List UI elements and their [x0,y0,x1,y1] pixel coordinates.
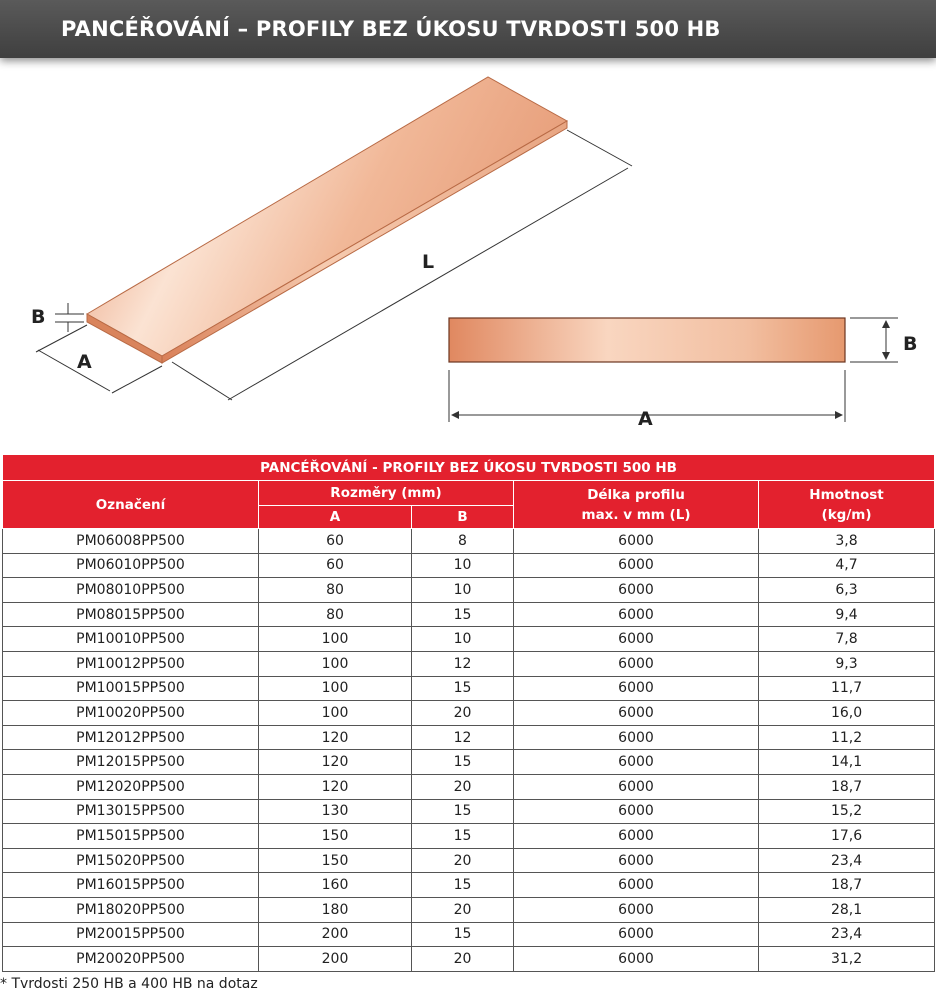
label-a-left: A [77,351,92,373]
table-row [3,701,935,726]
table-title: PANCÉŘOVÁNÍ - PROFILY BEZ ÚKOSU TVRDOSTI 500 HB [3,455,935,481]
cell-dim-b: 15 [412,824,514,849]
cell-designation: PM12015PP500 [3,750,259,775]
table-row [3,824,935,849]
cell-designation: PM12020PP500 [3,774,259,799]
dimension-b-left [55,303,84,332]
cell-dim-b: 20 [412,774,514,799]
cell-dim-a: 160 [259,873,412,898]
cell-weight: 17,6 [759,824,935,849]
cell-weight: 16,0 [759,701,935,726]
table-body [3,529,935,972]
cell-dim-b: 15 [412,922,514,947]
cell-designation: PM15020PP500 [3,848,259,873]
cell-max-length: 6000 [514,725,759,750]
header-weight-line2: (kg/m) [821,506,872,523]
cell-dim-b: 10 [412,578,514,603]
cell-max-length: 6000 [514,627,759,652]
cell-weight: 3,8 [759,529,935,554]
header-max-length-line2: max. v mm (L) [581,506,691,523]
cell-weight: 11,7 [759,676,935,701]
cell-dim-a: 120 [259,774,412,799]
table-row [3,897,935,922]
cell-designation: PM10010PP500 [3,627,259,652]
table-row [3,553,935,578]
header-dim-b: B [412,506,514,529]
table-row [3,750,935,775]
cell-weight: 4,7 [759,553,935,578]
cell-dim-a: 120 [259,725,412,750]
table-row [3,947,935,972]
cell-weight: 15,2 [759,799,935,824]
cell-dim-b: 10 [412,627,514,652]
cell-dim-b: 15 [412,750,514,775]
cell-weight: 14,1 [759,750,935,775]
label-b-right: B [903,333,918,355]
header-weight-line1: Hmotnost [809,486,884,503]
label-l: L [422,251,435,273]
plate-top-face [87,77,567,356]
cell-max-length: 6000 [514,824,759,849]
table-row [3,602,935,627]
cell-weight: 6,3 [759,578,935,603]
cell-max-length: 6000 [514,947,759,972]
cell-weight: 11,2 [759,725,935,750]
cell-max-length: 6000 [514,676,759,701]
cell-max-length: 6000 [514,750,759,775]
table-row [3,578,935,603]
table-row [3,873,935,898]
cell-max-length: 6000 [514,651,759,676]
cell-dim-b: 10 [412,553,514,578]
cell-max-length: 6000 [514,578,759,603]
cell-dim-a: 200 [259,922,412,947]
cell-designation: PM16015PP500 [3,873,259,898]
cell-dim-a: 100 [259,676,412,701]
cell-max-length: 6000 [514,922,759,947]
header-dimensions: Rozměry (mm) [259,481,514,506]
table-row [3,627,935,652]
cell-dim-b: 20 [412,701,514,726]
cell-dim-b: 12 [412,651,514,676]
cell-designation: PM20020PP500 [3,947,259,972]
cell-dim-b: 15 [412,873,514,898]
cell-weight: 9,3 [759,651,935,676]
table-row [3,774,935,799]
footnote: * Tvrdosti 250 HB a 400 HB na dotaz [0,976,258,992]
cell-dim-a: 180 [259,897,412,922]
cell-dim-a: 80 [259,602,412,627]
cell-dim-b: 12 [412,725,514,750]
cell-weight: 7,8 [759,627,935,652]
label-b-left: B [31,306,46,328]
cell-weight: 9,4 [759,602,935,627]
label-a-right: A [638,408,653,430]
cell-weight: 18,7 [759,774,935,799]
header-max-length [514,481,759,529]
plate-cross-section [449,318,845,362]
header-weight [759,481,935,529]
table-row [3,848,935,873]
table-row [3,799,935,824]
header-max-length-line1: Délka profilu [587,486,685,503]
table-row [3,922,935,947]
cell-dim-b: 15 [412,799,514,824]
header-dim-a: A [259,506,412,529]
cell-designation: PM08015PP500 [3,602,259,627]
profile-diagram [0,60,936,450]
cell-dim-a: 120 [259,750,412,775]
cell-designation: PM12012PP500 [3,725,259,750]
cell-dim-b: 20 [412,897,514,922]
cell-designation: PM06010PP500 [3,553,259,578]
cell-dim-a: 100 [259,701,412,726]
cell-dim-a: 100 [259,651,412,676]
cell-designation: PM10015PP500 [3,676,259,701]
cell-max-length: 6000 [514,848,759,873]
cell-dim-b: 20 [412,848,514,873]
table-row [3,651,935,676]
cell-designation: PM10012PP500 [3,651,259,676]
cell-designation: PM10020PP500 [3,701,259,726]
cell-max-length: 6000 [514,873,759,898]
header-designation: Označení [3,481,259,529]
cell-designation: PM06008PP500 [3,529,259,554]
cell-dim-a: 60 [259,553,412,578]
cell-max-length: 6000 [514,602,759,627]
cell-dim-a: 100 [259,627,412,652]
cell-max-length: 6000 [514,701,759,726]
cell-max-length: 6000 [514,799,759,824]
cell-max-length: 6000 [514,529,759,554]
cell-designation: PM15015PP500 [3,824,259,849]
cell-dim-a: 130 [259,799,412,824]
cell-designation: PM20015PP500 [3,922,259,947]
dimension-b-right [850,318,898,362]
cell-designation: PM13015PP500 [3,799,259,824]
cell-weight: 31,2 [759,947,935,972]
cell-max-length: 6000 [514,553,759,578]
cell-weight: 23,4 [759,848,935,873]
cell-dim-a: 60 [259,529,412,554]
cell-max-length: 6000 [514,897,759,922]
cell-dim-b: 20 [412,947,514,972]
cell-designation: PM18020PP500 [3,897,259,922]
cell-max-length: 6000 [514,774,759,799]
cell-weight: 23,4 [759,922,935,947]
page-header [0,0,936,58]
cell-dim-b: 15 [412,602,514,627]
table-row [3,725,935,750]
profiles-table [2,454,935,972]
cell-weight: 28,1 [759,897,935,922]
cell-weight: 18,7 [759,873,935,898]
cell-dim-a: 150 [259,824,412,849]
cell-designation: PM08010PP500 [3,578,259,603]
cell-dim-a: 150 [259,848,412,873]
cell-dim-b: 15 [412,676,514,701]
cell-dim-a: 80 [259,578,412,603]
table-row [3,529,935,554]
page-title: PANCÉŘOVÁNÍ – PROFILY BEZ ÚKOSU TVRDOSTI 500 HB [61,17,721,41]
cell-dim-b: 8 [412,529,514,554]
cell-dim-a: 200 [259,947,412,972]
table-row [3,676,935,701]
